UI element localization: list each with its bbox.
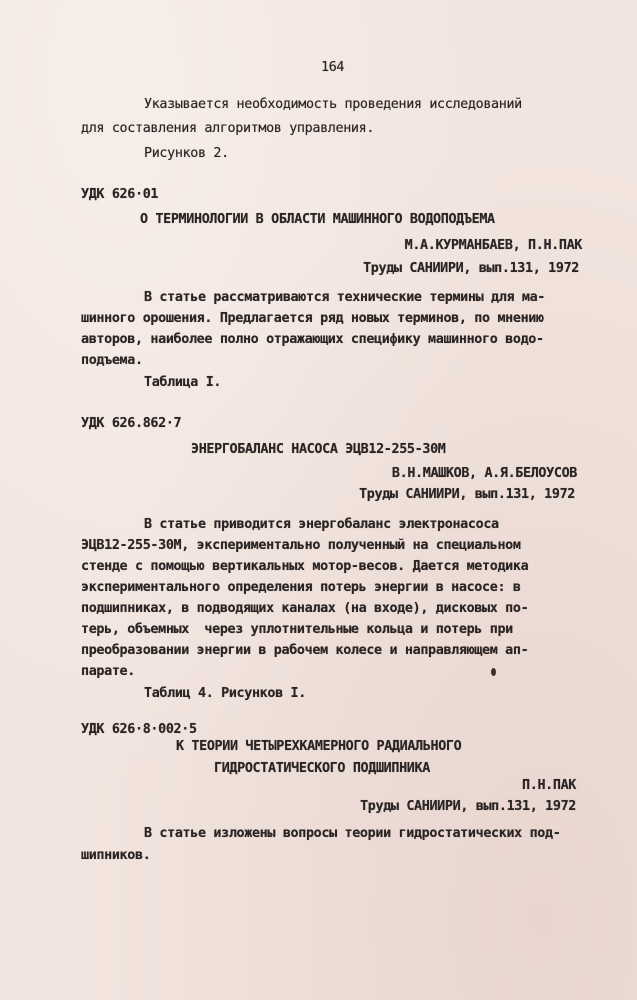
article-authors: П.Н.ПАК — [522, 778, 576, 793]
abstract-line: В статье приводится энергобаланс электронасоса — [144, 517, 499, 532]
abstract-line: шипников. — [81, 848, 151, 863]
abstract-line: терь, объемных через уплотнительные кольца и потерь при — [81, 622, 513, 637]
article-title: ЭНЕРГОБАЛАНС НАСОСА ЭЦВ12-255-30М — [191, 442, 446, 457]
article-title: О ТЕРМИНОЛОГИИ В ОБЛАСТИ МАШИННОГО ВОДОПОДЪЕМА — [140, 212, 495, 227]
abstract-line: шинного орошения. Предлагается ряд новых терминов, по мнению — [81, 311, 544, 326]
ink-blot — [491, 668, 496, 676]
abstract-line: авторов, наиболее полно отражающих специфику машинного водо- — [81, 332, 544, 347]
abstract-line: парате. — [81, 664, 135, 679]
article-source: Труды САНИИРИ, вып.131, 1972 — [359, 487, 575, 502]
intro-line: для составления алгоритмов управления. — [81, 121, 375, 136]
abstract-line: экспериментального определения потерь энергии в насосе: в — [81, 580, 521, 595]
article-authors: М.А.КУРМАНБАЕВ, П.Н.ПАК — [404, 238, 582, 253]
intro-counts: Рисунков 2. — [144, 146, 229, 161]
article-counts: Таблиц 4. Рисунков I. — [144, 686, 306, 701]
abstract-line: преобразовании энергии в рабочем колесе и направляющем ап- — [81, 643, 529, 658]
article-source: Труды САНИИРИ, вып.131, 1972 — [363, 261, 579, 276]
abstract-line: ЭЦВ12-255-30М, экспериментально полученный на специальном — [81, 538, 521, 553]
abstract-line: стенде с помощью вертикальных мотор-весов. Дается методика — [81, 559, 529, 574]
abstract-line: подшипниках, в подводящих каналах (на входе), дисковых по- — [81, 601, 529, 616]
udk-code: УДК 626·01 — [81, 187, 159, 202]
article-source: Труды САНИИРИ, вып.131, 1972 — [360, 799, 576, 814]
udk-code: УДК 626·8·002·5 — [81, 722, 197, 737]
abstract-line: В статье рассматриваются технические термины для ма- — [144, 290, 546, 305]
article-title: ГИДРОСТАТИЧЕСКОГО ПОДШИПНИКА — [214, 761, 430, 776]
intro-line: Указывается необходимость проведения исследований — [144, 97, 522, 112]
article-counts: Таблица I. — [144, 375, 222, 390]
page-number: 164 — [321, 60, 345, 75]
article-title: К ТЕОРИИ ЧЕТЫРЕХКАМЕРНОГО РАДИАЛЬНОГО — [176, 739, 462, 754]
abstract-line: подъема. — [81, 353, 143, 368]
abstract-line: В статье изложены вопросы теории гидростатических под- — [144, 826, 561, 841]
udk-code: УДК 626.862·7 — [81, 416, 182, 431]
article-authors: В.Н.МАШКОВ, А.Я.БЕЛОУСОВ — [391, 466, 577, 481]
